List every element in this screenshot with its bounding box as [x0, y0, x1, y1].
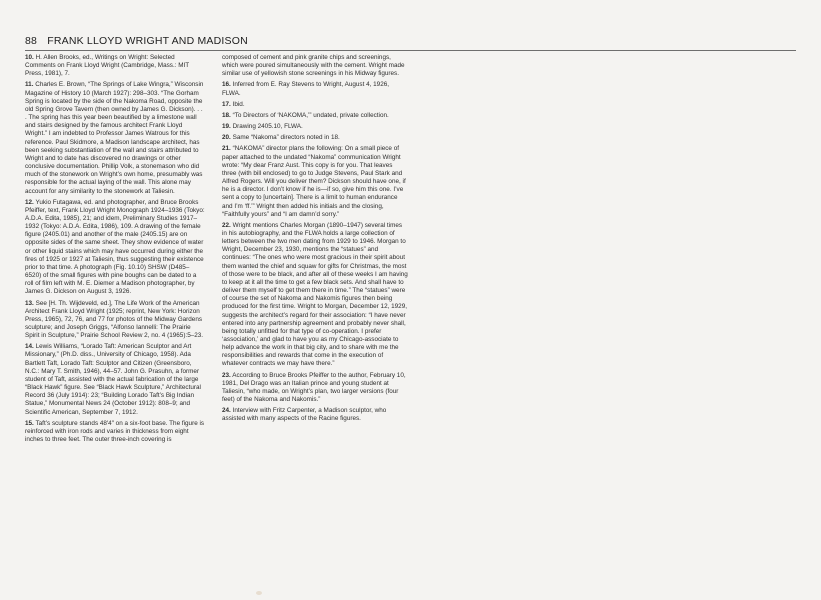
endnote-text: composed of cement and pink granite chips and screenings, which were poured simultaneously with the cement. Wright made similar use of yellowish stone screenings in his Midway figures. [222, 54, 405, 78]
endnote-number: 16. [222, 81, 231, 89]
endnote-text: See [H. Th. Wijdeveld, ed.], The Life Work of the American Architect Frank Lloyd Wright (1925; reprint, New York: Horizon Press, 1965), 72, 76, and 77 for photos of the Midway Gardens sculpture; and Joseph Griggs, “Alfonso Iannelli: The Prairie Spirit in Sculpture,” Prairie School Review 2, no. 4 (1965):5–23. [25, 299, 204, 340]
endnote-text: Yukio Futagawa, ed. and photographer, and Bruce Brooks Pfeiffer, text, Frank Lloyd Wright Monograph 1924–1936 (Tokyo: A.D.A. Edita, 1985), 21; and idem, Preliminary Studies 1917–1932 (Tokyo: A.D.A. Edita, 1986), 109. A drawing of the female figure (2405.01) and another of the male (2405.15) are on opposite sides of the same sheet. They show evidence of water or other liquid stains which may have occurred during either the fires of 1925 or 1927 at Taliesin, thus suggesting their existence prior to that time. A photograph (Fig. 10.10) SHSW (D485–6520) of the small figures with pine boughs can be dated to a roll of film left with M. E. Diemer a Madison photographer, by James G. Dickson on August 3, 1926. [25, 198, 205, 296]
endnote-text: Interview with Fritz Carpenter, a Madison sculptor, who assisted with many aspects of the Racine figures. [222, 407, 387, 423]
endnote-number: 18. [222, 111, 231, 119]
endnote-text: “NAKOMA” director plans the following: On a small piece of paper attached to the undated “Nakoma” communication Wright wrote: “My dear Franz Aust. This copy is for you. That leaves three (with bill enclosed) to go to Judge Stevens, Paul Stark and Alfred Rogers. Will you deliver them? Dickson should have one, if he is a director. I don’t know if he is—if so, give him this one. I’ve sent a copy to [uncertain]. There is a limit to human endurance and I’m ‘ff.’” Wright then added his initials and the closing, “Faithfully yours” and “I am damn’d sorry.” [222, 145, 406, 218]
endnote-text: H. Allen Brooks, ed., Writings on Wright: Selected Comments on Frank Lloyd Wright (Cambridge, Mass.: MIT Press, 1981), 7. [25, 54, 190, 78]
notes-column-right [222, 54, 408, 427]
paper-smudge [256, 591, 262, 595]
endnote [25, 54, 205, 78]
endnote-number: 15. [25, 419, 34, 427]
endnote-number: 13. [25, 299, 34, 307]
endnote-text: “To Directors of ‘NAKOMA,’” undated, private collection. [232, 111, 389, 119]
endnote-text: Charles E. Brown, “The Springs of Lake Wingra,” Wisconsin Magazine of History 10 (March 1927): 298–303. “The Gorham Spring is located by the side of the Nakoma Road, opposite the old Spring Grove Tavern (then owned by James G. Dickson). . . . The spring has this year been beautified by a limestone wall and stairs designed by the famous architect Frank Lloyd Wright.” I am indebted to Professor James Watrous for this reference. Paul Skidmore, a Madison landscape architect, has been seeking substantiation of the wall and stairs attributed to Wright and to date has discovered no drawings or other conclusive documentation. Phillip Volk, a stonemason who did much of the stonework on Wright’s own home, presumably was responsible for the actual laying of the wall. This alone may account for any similarity to the stonework at Taliesin. [25, 81, 204, 195]
endnote-text: According to Bruce Brooks Pfeiffer to the author, February 10, 1981, Del Drago was an Italian prince and young student at Taliesin, “who made, on Wright’s plan, two larger versions (four feet) of the Nakoma and Nakomis.” [222, 371, 406, 404]
endnote-text: Inferred from E. Ray Stevens to Wright, August 4, 1926, FLWA. [222, 81, 390, 97]
header-rule [25, 50, 796, 51]
endnote [222, 407, 408, 423]
endnote [25, 300, 205, 341]
endnote [222, 81, 408, 97]
endnote-text: Wright mentions Charles Morgan (1890–1947) several times in his autobiography, and the FLWA holds a large collection of letters between the two men dating from 1929 to 1946. Morgan to Wright, December 23, 1930, mentions the “statues” and continues: “The ones who were most gracious in their spirit about them wanted the chief and squaw for gifts for Christmas, the most of those were to be black, and after all of these weeks I am having to keep at it all the time to get a few black sets. And shall have to deliver them myself to get them there in time.” The “statues” were of course the set of Nakoma and Nakomis figures then being produced for the first time. Wright to Morgan, December 12, 1929, suggests the architect’s regard for their association: “I have never entered into any partnership agreement and probably never shall, being totally unfitted for that type of co-operation. I prefer ‘association,’ and glad to have you as my Chicago-associate to help advance the work in that big city, and to share with me the responsibilities and rewards that come in the execution of whatever contracts we may have there.” [222, 221, 408, 368]
endnote [222, 222, 408, 369]
running-title: FRANK LLOYD WRIGHT AND MADISON [47, 35, 248, 47]
endnote-number: 21. [222, 145, 231, 153]
endnote-text: Same “Nakoma” directors noted in 18. [232, 134, 340, 142]
endnote [222, 372, 408, 405]
endnote-text: Ibid. [232, 100, 245, 108]
endnote [222, 123, 408, 131]
endnote-number: 24. [222, 407, 231, 415]
endnote [222, 54, 408, 78]
endnote [25, 420, 205, 444]
endnote-number: 23. [222, 371, 231, 379]
endnote [25, 343, 205, 416]
endnote [25, 199, 205, 297]
page-number: 88 [25, 35, 38, 47]
endnote-number: 10. [25, 54, 34, 61]
endnote [222, 101, 408, 109]
endnote-number: 11. [25, 81, 34, 89]
endnote-number: 12. [25, 198, 34, 206]
page-header [25, 35, 248, 47]
notes-column-left [25, 54, 205, 447]
endnote [222, 134, 408, 142]
endnote-text: Lewis Williams, “Lorado Taft: American Sculptor and Art Missionary,” (Ph.D. diss., University of Chicago, 1958). Ada Bartlett Taft, Lorado Taft: Sculptor and Citizen (Greensboro, N.C.: Mary T. Smith, 1946), 44–57. John G. Prasuhn, a former student of Taft, assisted with the actual fabrication of the large “Black Hawk” figure. See “Black Hawk Sculpture,” Architectural Record 36 (July 1914): 23; “Building Lorado Taft’s Big Indian Statue,” Monumental News 24 (October 1912): 808–9; and Scientific American, September 7, 1912. [25, 343, 201, 416]
blank-area [420, 54, 796, 574]
endnote-number: 14. [25, 343, 34, 351]
endnote-number: 17. [222, 100, 231, 108]
endnote-number: 19. [222, 123, 231, 131]
endnote-number: 20. [222, 134, 231, 142]
endnote [25, 81, 205, 195]
endnote-text: Drawing 2405.10, FLWA. [232, 123, 303, 131]
endnote [222, 145, 408, 218]
endnote-number: 22. [222, 221, 231, 229]
endnote-text: Taft’s sculpture stands 48′4″ on a six-foot base. The figure is reinforced with iron rods and varies in thickness from eight inches to three feet. The outer three-inch covering is [25, 419, 205, 444]
endnote [222, 112, 408, 120]
